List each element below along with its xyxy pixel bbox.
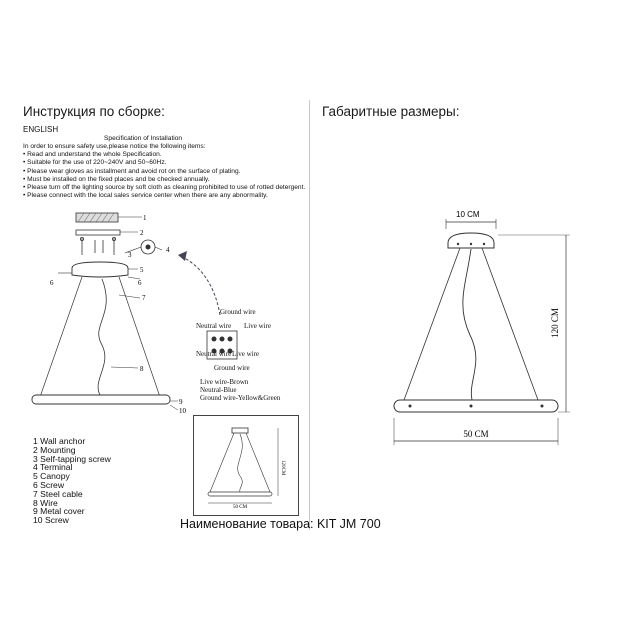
parts-list-item: 7 Steel cable — [33, 488, 83, 499]
ground-wire-label: Ground wire — [220, 308, 256, 316]
callout-number: 10 — [179, 407, 186, 415]
mini-dimension-drawing — [194, 416, 298, 515]
parts-list-item: 1 Wall anchor — [33, 436, 86, 446]
callout-number: 4 — [166, 246, 170, 254]
arrow-head — [178, 251, 187, 261]
ring-fixture — [32, 395, 170, 404]
left-cable — [404, 248, 460, 400]
mini-width-label: 50 CM — [233, 505, 248, 510]
width-label: 50 CM — [463, 429, 489, 439]
callout-number: 2 — [140, 229, 144, 237]
instruction-list — [23, 143, 305, 200]
parts-list-item: 9 Metal cover — [33, 506, 85, 517]
mini-height-label: 120CM — [280, 460, 285, 476]
spec-title: Specification of Installation — [104, 135, 183, 142]
parts-list-item: 6 Screw — [33, 479, 65, 490]
wire-legend-line: Live wire-Brown — [200, 378, 249, 386]
dimensions-heading: Габаритные размеры: — [322, 104, 460, 119]
instruction-line: • Read and understand the whole Specification. — [23, 151, 162, 159]
wire-legend-line: Neutral-Blue — [200, 386, 237, 394]
wire-legend-line: Ground wire-Yellow&Green — [200, 394, 281, 402]
callout-number: 3 — [128, 251, 132, 259]
canopy-shape — [72, 262, 128, 277]
callout-number: 8 — [140, 365, 144, 373]
instruction-line: • Suitable for the use of 220~240V and 50~60Hz. — [23, 159, 167, 167]
neutral-wire-label: Neutral wire — [196, 322, 232, 330]
parts-list-item: 8 Wire — [33, 497, 58, 508]
canopy-width-label: 10 CM — [456, 210, 480, 219]
parts-list-item: 3 Self-tapping screw — [33, 453, 111, 464]
live-wire-label: Live wire — [244, 322, 272, 330]
height-label: 120 CM — [550, 308, 560, 338]
instruction-line: • Must be installed on the fixed places and be checked annually. — [23, 175, 210, 183]
assembly-heading: Инструкция по сборке: — [23, 104, 165, 119]
parts-list-item: 4 Terminal — [33, 462, 73, 473]
language-label: ENGLISH — [23, 125, 59, 134]
callout-number: 9 — [179, 398, 183, 406]
callout-number: 7 — [142, 294, 146, 302]
neutral-wire-label: Neutral wire — [196, 350, 232, 358]
callout-number: 5 — [140, 266, 144, 274]
mounting-plate — [76, 230, 120, 235]
live-wire-label: Live wire — [232, 350, 260, 358]
parts-list-item: 5 Canopy — [33, 471, 70, 482]
callout-number: 6 — [50, 279, 54, 287]
instruction-line: In order to ensure safety use,please notice the following items: — [23, 143, 206, 150]
product-name: Наименование товара: KIT JM 700 — [180, 517, 381, 531]
callout-number: 6 — [138, 279, 142, 287]
ring-outline — [394, 400, 558, 412]
mini-dimension-frame — [193, 415, 299, 516]
parts-list-item: 10 Screw — [33, 515, 69, 526]
canopy-outline — [448, 233, 494, 248]
power-wire — [463, 249, 476, 400]
parts-list — [33, 437, 111, 525]
instruction-line: • Please turn off the lighting source by soft cloth as cleaning prohibited to use of rotted detergent. — [23, 184, 306, 192]
right-cable — [482, 248, 538, 400]
connection-arrow — [182, 257, 220, 315]
callout-number: 1 — [143, 214, 147, 222]
screws — [80, 237, 115, 255]
instruction-line: • Please wear gloves as installment and avoid rot on the surface of plating. — [23, 167, 241, 175]
wiring-diagram — [196, 308, 296, 406]
wire-curve — [98, 279, 106, 395]
ground-wire-label: Ground wire — [214, 364, 250, 372]
dimension-drawing — [380, 205, 580, 445]
parts-list-item: 2 Mounting — [33, 444, 76, 455]
instruction-line: • Please connect with the local sales service center when there are any abnormality. — [23, 192, 268, 200]
